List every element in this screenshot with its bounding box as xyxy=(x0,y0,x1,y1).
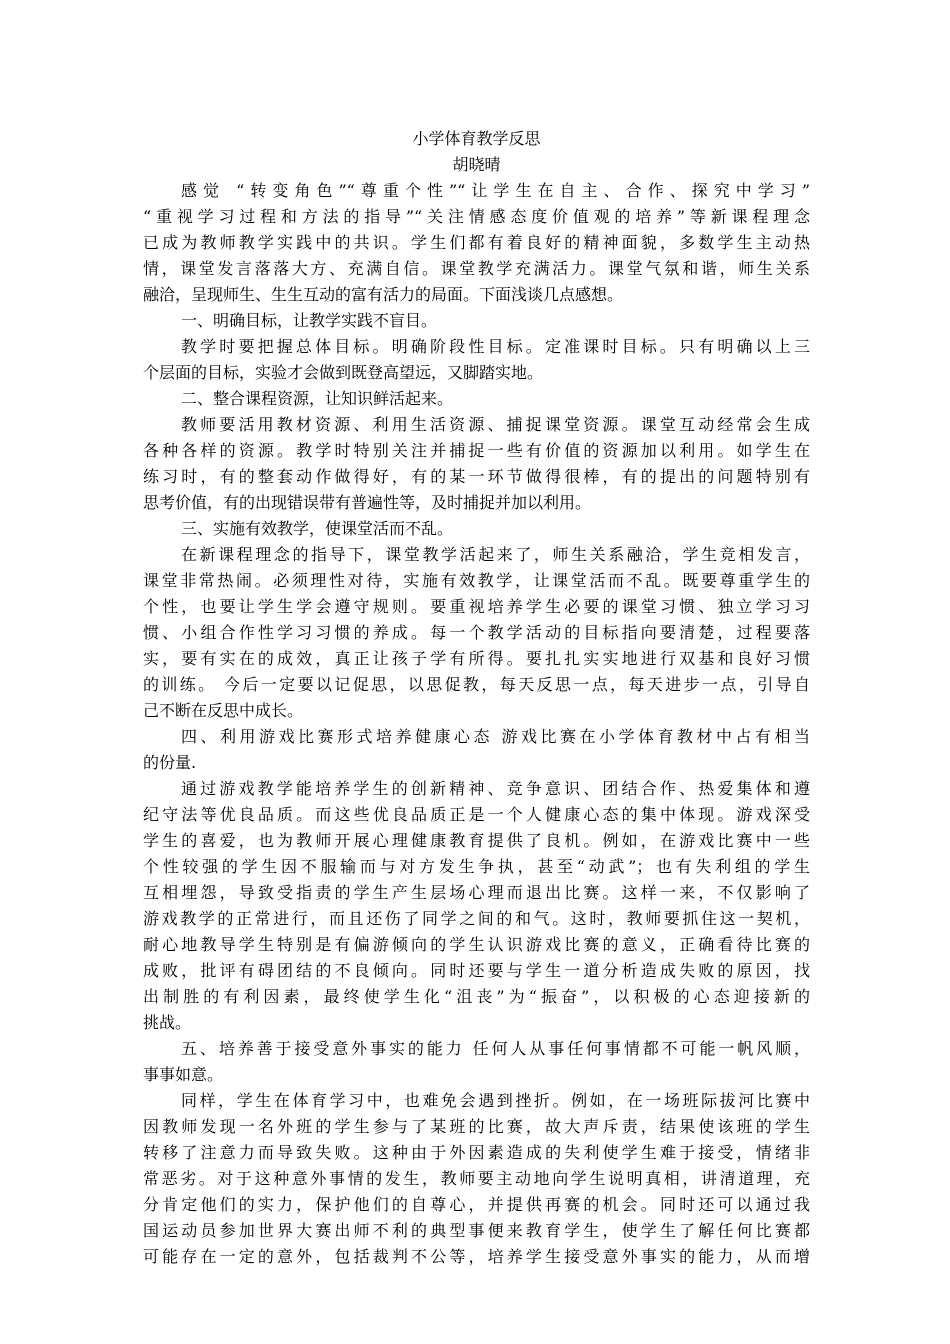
text-line: 课堂非常热闹。必须理性对待，实施有效教学，让课堂活而不乱。既要尊重学生的 xyxy=(143,571,810,590)
text-line: 耐心地教导学生特别是有偏游倾向的学生认识游戏比赛的意义，正确看待比赛的 xyxy=(143,935,810,954)
text-line: 同样，学生在体育学习中，也难免会遇到挫折。例如，在一场班际拔河比赛中 xyxy=(181,1091,810,1110)
text-line: 通过游戏教学能培养学生的创新精神、竞争意识、团结合作、热爱集体和遵 xyxy=(181,779,810,798)
text-line: 因教师发现一名外班的学生参与了某班的比赛，故大声斥责，结果使该班的学生 xyxy=(143,1117,810,1136)
text-line: 感觉 “转变角色”“尊重个性”“让学生在自主、合作、探究中学习” xyxy=(181,181,810,200)
text-line: 思考价值，有的出现错误带有普遍性等，及时捕捉并加以利用。 xyxy=(143,493,592,512)
text-line: 在新课程理念的指导下，课堂教学活起来了，师生关系融洽，学生竞相发言， xyxy=(181,545,810,564)
text-line: 二、整合课程资源，让知识鲜活起来。 xyxy=(181,389,454,408)
document-title: 小学体育教学反思 xyxy=(412,129,541,148)
text-line: 挑战。 xyxy=(143,1013,192,1032)
text-line: 教学时要把握总体目标。明确阶段性目标。定准课时目标。只有明确以上三 xyxy=(181,337,810,356)
text-line: 出制胜的有利因素，最终使学生化“沮丧”为“振奋”，以积极的心态迎接新的 xyxy=(143,987,810,1006)
text-line: 的训练。 今后一定要以记促思，以思促教，每天反思一点，每天进步一点，引导自 xyxy=(143,675,810,694)
text-line: 个性，也要让学生学会遵守规则。要重视培养学生必要的课堂习惯、独立学习习 xyxy=(143,597,810,616)
text-line: 个性较强的学生因不服输而与对方发生争执，甚至“动武”；也有失利组的学生 xyxy=(143,857,810,876)
text-line: 个层面的目标，实验才会做到既登高望远，又脚踏实地。 xyxy=(143,363,544,382)
text-line: 情，课堂发言落落大方、充满自信。课堂教学充满活力。课堂气氛和谐，师生关系 xyxy=(143,259,810,278)
text-line: 国运动员参加世界大赛出师不利的典型事便来教育学生，使学生了解任何比赛都 xyxy=(143,1221,810,1240)
text-line: 融洽，呈现师生、生生互动的富有活力的局面。下面浅谈几点感想。 xyxy=(143,285,624,304)
text-line: 的份量. xyxy=(143,753,197,772)
text-line: 纪守法等优良品质。而这些优良品质正是一个人健康心态的集中体现。游戏深受 xyxy=(143,805,810,824)
text-line: 可能存在一定的意外，包括裁判不公等，培养学生接受意外事实的能力，从而增 xyxy=(143,1247,810,1266)
text-line: 实，要有实在的成效，真正让孩子学有所得。要扎扎实实地进行双基和良好习惯 xyxy=(143,649,810,668)
text-line: 学生的喜爱，也为教师开展心理健康教育提供了良机。例如，在游戏比赛中一些 xyxy=(143,831,810,850)
text-line: 转移了注意力而导致失败。这种由于外因素造成的失利使学生难于接受，情绪非 xyxy=(143,1143,810,1162)
text-line: 常恶劣。对于这种意外事情的发生，教师要主动地向学生说明真相，讲清道理，充 xyxy=(143,1169,810,1188)
text-line: 惯、小组合作性学习习惯的养成。每一个教学活动的目标指向要清楚，过程要落 xyxy=(143,623,810,642)
text-line: 五、培养善于接受意外事实的能力 任何人从事任何事情都不可能一帆风顺， xyxy=(181,1039,810,1058)
text-line: 已成为教师教学实践中的共识。学生们都有着良好的精神面貌，多数学生主动热 xyxy=(143,233,810,252)
text-line: 四、利用游戏比赛形式培养健康心态 游戏比赛在小学体育教材中占有相当 xyxy=(181,727,810,746)
text-line: 教师要活用教材资源、利用生活资源、捕捉课堂资源。课堂互动经常会生成 xyxy=(181,415,810,434)
text-line: 练习时，有的整套动作做得好，有的某一环节做得很棒，有的提出的问题特别有 xyxy=(143,467,810,486)
text-line: “重视学习过程和方法的指导”“关注情感态度价值观的培养”等新课程理念 xyxy=(143,207,810,226)
text-line: 事事如意。 xyxy=(143,1065,224,1084)
document-page xyxy=(143,126,810,1270)
text-line: 己不断在反思中成长。 xyxy=(143,701,304,720)
text-line: 成败，批评有碍团结的不良倾向。同时还要与学生一道分析造成失败的原因，找 xyxy=(143,961,810,980)
text-line: 互相埋怨，导致受指责的学生产生层场心理而退出比赛。这样一来，不仅影响了 xyxy=(143,883,810,902)
text-line: 一、明确目标，让教学实践不盲目。 xyxy=(181,311,438,330)
text-line: 游戏教学的正常进行，而且还伤了同学之间的和气。这时，教师要抓住这一契机， xyxy=(143,909,810,928)
document-author: 胡晓晴 xyxy=(452,155,501,174)
text-line: 三、实施有效教学，使课堂活而不乱。 xyxy=(181,519,454,538)
document-body xyxy=(143,178,810,1270)
text-line: 分肯定他们的实力，保护他们的自尊心，并提供再赛的机会。同时还可以通过我 xyxy=(143,1195,810,1214)
text-line: 各种各样的资源。教学时特别关注并捕捉一些有价值的资源加以利用。如学生在 xyxy=(143,441,810,460)
